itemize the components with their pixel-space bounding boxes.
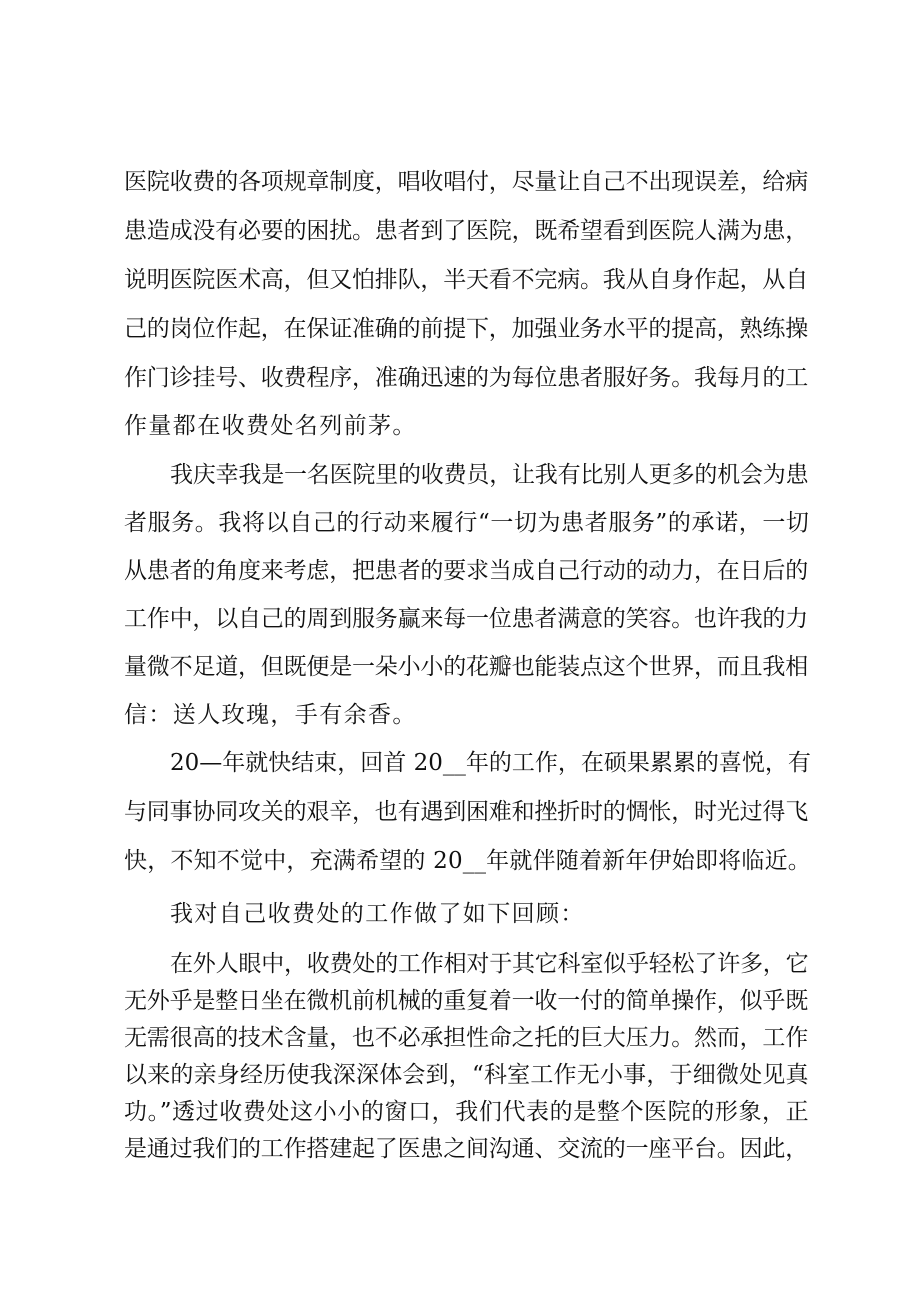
text-line: 患造成没有必要的困扰。患者到了医院，既希望看到医院人满为患， <box>124 218 809 244</box>
text-line: 作门诊挂号、收费程序，准确迅速的为每位患者服好务。我每月的工 <box>124 365 809 391</box>
text-line: 快，不知不觉中，充满希望的 20__年就伴随着新年伊始即将临近。 <box>124 848 811 874</box>
text-line: 20—年就快结束，回首 20__年的工作，在硕果累累的喜悦，有 <box>170 750 811 776</box>
text-line: 无外乎是整日坐在微机前机械的重复着一收一付的简单操作，似乎既 <box>124 988 809 1014</box>
text-line: 者服务。我将以自己的行动来履行“一切为患者服务”的承诺，一切 <box>124 510 810 536</box>
text-line: 是通过我们的工作搭建起了医患之间沟通、交流的一座平台。因此， <box>124 1136 809 1162</box>
text-line: 我庆幸我是一名医院里的收费员，让我有比别人更多的机会为患 <box>170 462 809 488</box>
text-line: 己的岗位作起，在保证准确的前提下，加强业务水平的提高，熟练操 <box>124 316 809 342</box>
text-line: 功。”透过收费处这小小的窗口，我们代表的是整个医院的形象，正 <box>124 1099 810 1125</box>
text-line: 以来的亲身经历使我深深体会到，“科室工作无小事，于细微处见真 <box>124 1062 809 1088</box>
text-line: 从患者的角度来考虑，把患者的要求当成自己行动的动力，在日后的 <box>124 558 809 584</box>
text-line: 无需很高的技术含量，也不必承担性命之托的巨大压力。然而，工作 <box>124 1025 809 1051</box>
text-line: 作量都在收费处名列前茅。 <box>124 413 417 439</box>
text-line: 工作中，以自己的周到服务赢来每一位患者满意的笑容。也许我的力 <box>124 606 809 632</box>
text-line: 信：送人玫瑰，手有余香。 <box>124 702 417 728</box>
text-line: 医院收费的各项规章制度，唱收唱付，尽量让自己不出现误差，给病 <box>124 169 809 195</box>
text-line: 我对自己收费处的工作做了如下回顾： <box>170 901 585 927</box>
text-line: 说明医院医术高，但又怕排队，半天看不完病。我从自身作起，从自 <box>124 267 809 293</box>
text-line: 与同事协同攻关的艰辛，也有遇到困难和挫折时的惆怅，时光过得飞 <box>124 799 809 825</box>
text-line: 量微不足道，但既便是一朵小小的花瓣也能装点这个世界，而且我相 <box>124 654 809 680</box>
text-line: 在外人眼中，收费处的工作相对于其它科室似乎轻松了许多，它 <box>170 951 809 977</box>
